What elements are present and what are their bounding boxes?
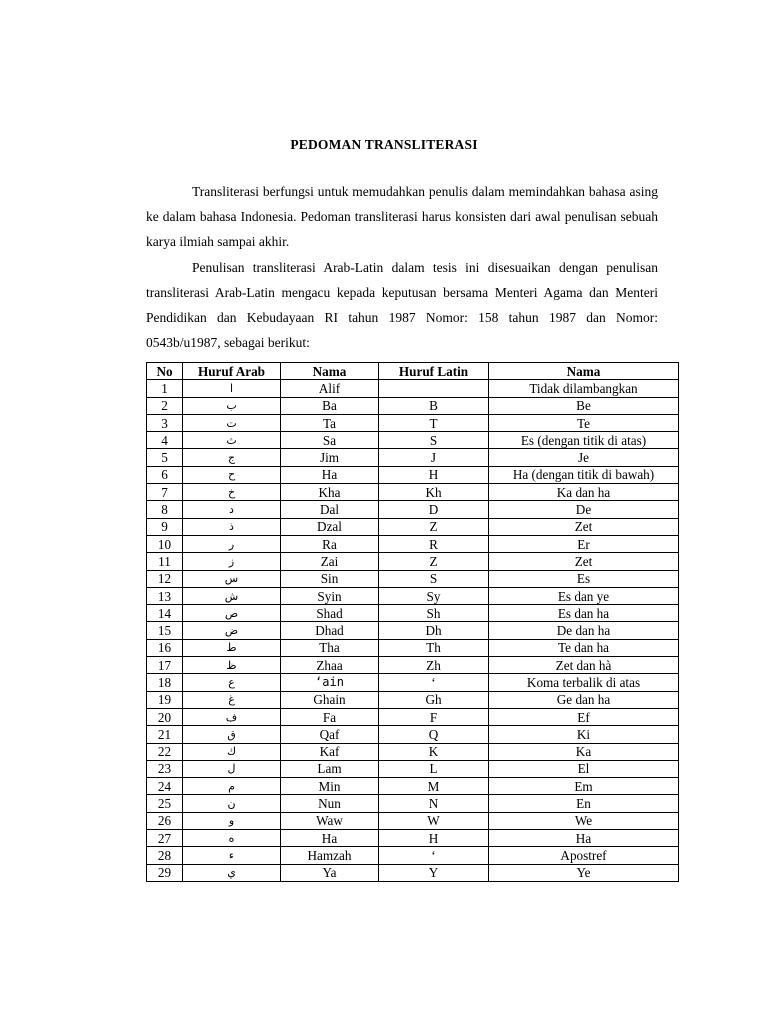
cell-huruf-latin: Sy [379, 587, 489, 604]
cell-nama: Hamzah [281, 847, 379, 864]
cell-huruf-arab: ق [183, 726, 281, 743]
cell-nama: Alif [281, 380, 379, 397]
cell-no: 23 [147, 760, 183, 777]
header-nama: Nama [281, 363, 379, 380]
body-text [146, 179, 658, 355]
cell-huruf-latin [379, 380, 489, 397]
table-row [147, 432, 679, 449]
cell-huruf-arab: ظ [183, 657, 281, 674]
cell-huruf-latin: L [379, 760, 489, 777]
cell-huruf-latin: Th [379, 639, 489, 656]
table-row [147, 414, 679, 431]
cell-nama: Syin [281, 587, 379, 604]
cell-huruf-arab: ث [183, 432, 281, 449]
cell-no: 19 [147, 691, 183, 708]
cell-nama-latin: Er [489, 535, 679, 552]
cell-nama-latin: Zet dan hà [489, 657, 679, 674]
cell-nama-latin: Tidak dilambangkan [489, 380, 679, 397]
cell-nama: Zhaa [281, 657, 379, 674]
cell-no: 9 [147, 518, 183, 535]
cell-no: 7 [147, 484, 183, 501]
table-row [147, 726, 679, 743]
cell-no: 11 [147, 553, 183, 570]
cell-huruf-arab: ي [183, 864, 281, 881]
cell-nama: Kha [281, 484, 379, 501]
cell-nama: Ghain [281, 691, 379, 708]
cell-no: 10 [147, 535, 183, 552]
cell-no: 15 [147, 622, 183, 639]
table-row [147, 778, 679, 795]
table-body [147, 380, 679, 882]
cell-huruf-latin: ‘ [379, 847, 489, 864]
cell-nama-latin: Te dan ha [489, 639, 679, 656]
cell-huruf-arab: ط [183, 639, 281, 656]
cell-no: 27 [147, 830, 183, 847]
cell-huruf-latin: ‘ [379, 674, 489, 691]
cell-nama: Sa [281, 432, 379, 449]
cell-huruf-latin: F [379, 708, 489, 725]
cell-huruf-latin: H [379, 830, 489, 847]
table-row [147, 466, 679, 483]
cell-nama: Nun [281, 795, 379, 812]
cell-huruf-latin: S [379, 570, 489, 587]
cell-huruf-arab: ز [183, 553, 281, 570]
cell-huruf-latin: R [379, 535, 489, 552]
cell-no: 21 [147, 726, 183, 743]
cell-nama: Zai [281, 553, 379, 570]
table-row [147, 622, 679, 639]
cell-huruf-latin: H [379, 466, 489, 483]
cell-huruf-arab: س [183, 570, 281, 587]
cell-no: 3 [147, 414, 183, 431]
cell-huruf-arab: ب [183, 397, 281, 414]
table-row [147, 864, 679, 881]
cell-huruf-arab: ش [183, 587, 281, 604]
cell-huruf-latin: K [379, 743, 489, 760]
cell-nama-latin: Te [489, 414, 679, 431]
cell-huruf-latin: W [379, 812, 489, 829]
cell-nama-latin: Ha [489, 830, 679, 847]
cell-no: 17 [147, 657, 183, 674]
cell-huruf-latin: J [379, 449, 489, 466]
cell-huruf-arab: ت [183, 414, 281, 431]
cell-no: 18 [147, 674, 183, 691]
header-huruf-arab: Huruf Arab [183, 363, 281, 380]
cell-nama: Qaf [281, 726, 379, 743]
cell-nama: Ra [281, 535, 379, 552]
cell-huruf-latin: Q [379, 726, 489, 743]
table-row [147, 760, 679, 777]
table-row [147, 501, 679, 518]
cell-no: 14 [147, 605, 183, 622]
cell-nama: Ta [281, 414, 379, 431]
cell-no: 25 [147, 795, 183, 812]
cell-huruf-arab: ف [183, 708, 281, 725]
header-huruf-latin: Huruf Latin [379, 363, 489, 380]
cell-huruf-arab: ك [183, 743, 281, 760]
cell-nama-latin: Ka dan ha [489, 484, 679, 501]
cell-huruf-arab: خ [183, 484, 281, 501]
table-row [147, 380, 679, 397]
cell-huruf-arab: ج [183, 449, 281, 466]
cell-huruf-arab: ع [183, 674, 281, 691]
cell-nama-latin: Zet [489, 553, 679, 570]
table-row [147, 518, 679, 535]
cell-nama-latin: Ha (dengan titik di bawah) [489, 466, 679, 483]
cell-nama: Dal [281, 501, 379, 518]
cell-huruf-latin: Kh [379, 484, 489, 501]
cell-huruf-latin: Y [379, 864, 489, 881]
cell-huruf-arab: م [183, 778, 281, 795]
cell-nama-latin: Ef [489, 708, 679, 725]
cell-nama-latin: We [489, 812, 679, 829]
cell-nama: Dhad [281, 622, 379, 639]
cell-nama-latin: Es dan ye [489, 587, 679, 604]
cell-huruf-arab: غ [183, 691, 281, 708]
cell-huruf-arab: د [183, 501, 281, 518]
cell-huruf-arab: ل [183, 760, 281, 777]
cell-nama-latin: Em [489, 778, 679, 795]
cell-no: 4 [147, 432, 183, 449]
cell-nama-latin: Apostref [489, 847, 679, 864]
cell-huruf-latin: Dh [379, 622, 489, 639]
cell-huruf-arab: ر [183, 535, 281, 552]
cell-nama-latin: De [489, 501, 679, 518]
cell-nama-latin: Es [489, 570, 679, 587]
cell-huruf-arab: ذ [183, 518, 281, 535]
table-row [147, 743, 679, 760]
cell-huruf-latin: Z [379, 518, 489, 535]
cell-huruf-latin: Zh [379, 657, 489, 674]
cell-huruf-latin: Z [379, 553, 489, 570]
cell-nama: Jim [281, 449, 379, 466]
cell-huruf-latin: D [379, 501, 489, 518]
cell-no: 29 [147, 864, 183, 881]
cell-nama-latin: El [489, 760, 679, 777]
cell-huruf-arab: ء [183, 847, 281, 864]
cell-huruf-arab: ا [183, 380, 281, 397]
cell-huruf-latin: M [379, 778, 489, 795]
cell-huruf-arab: ه [183, 830, 281, 847]
table-row [147, 795, 679, 812]
cell-no: 26 [147, 812, 183, 829]
cell-huruf-latin: B [379, 397, 489, 414]
table-row [147, 691, 679, 708]
cell-nama-latin: Koma terbalik di atas [489, 674, 679, 691]
cell-nama-latin: Zet [489, 518, 679, 535]
cell-huruf-arab: ن [183, 795, 281, 812]
header-nama-latin: Nama [489, 363, 679, 380]
table-row [147, 657, 679, 674]
cell-nama-latin: Es dan ha [489, 605, 679, 622]
table-row [147, 570, 679, 587]
table-row [147, 484, 679, 501]
transliteration-table [146, 362, 679, 882]
cell-huruf-latin: Sh [379, 605, 489, 622]
cell-nama-latin: De dan ha [489, 622, 679, 639]
table-row [147, 708, 679, 725]
cell-nama: Lam [281, 760, 379, 777]
table-row [147, 535, 679, 552]
cell-huruf-latin: T [379, 414, 489, 431]
table-row [147, 830, 679, 847]
cell-huruf-arab: و [183, 812, 281, 829]
cell-nama: Dzal [281, 518, 379, 535]
cell-nama: Kaf [281, 743, 379, 760]
cell-no: 13 [147, 587, 183, 604]
cell-huruf-arab: ص [183, 605, 281, 622]
table-header-row [147, 363, 679, 380]
cell-nama: Fa [281, 708, 379, 725]
cell-no: 20 [147, 708, 183, 725]
table-row [147, 847, 679, 864]
cell-huruf-arab: ح [183, 466, 281, 483]
cell-huruf-arab: ض [183, 622, 281, 639]
cell-nama: Ha [281, 466, 379, 483]
cell-nama: Ha [281, 830, 379, 847]
cell-no: 5 [147, 449, 183, 466]
table-row [147, 639, 679, 656]
cell-huruf-latin: Gh [379, 691, 489, 708]
cell-nama-latin: Ki [489, 726, 679, 743]
cell-no: 2 [147, 397, 183, 414]
cell-nama: Waw [281, 812, 379, 829]
cell-nama-latin: Je [489, 449, 679, 466]
cell-nama: Shad [281, 605, 379, 622]
cell-nama-latin: Ka [489, 743, 679, 760]
table-row [147, 397, 679, 414]
cell-nama: ‘ain [281, 674, 379, 691]
table-row [147, 605, 679, 622]
table-row [147, 553, 679, 570]
header-no: No [147, 363, 183, 380]
cell-nama-latin: Be [489, 397, 679, 414]
table-row [147, 812, 679, 829]
cell-nama: Ba [281, 397, 379, 414]
cell-no: 24 [147, 778, 183, 795]
cell-no: 6 [147, 466, 183, 483]
cell-nama-latin: Ge dan ha [489, 691, 679, 708]
cell-nama: Ya [281, 864, 379, 881]
paragraph-intro: Transliterasi berfungsi untuk memudahkan penulis dalam memindahkan bahasa asing ke dalam bahasa Indonesia. Pedoman transliterasi harus konsisten dari awal penulisan sebuah karya ilmiah sampai akhir. [146, 184, 658, 250]
cell-no: 22 [147, 743, 183, 760]
cell-nama: Min [281, 778, 379, 795]
cell-nama-latin: En [489, 795, 679, 812]
paragraph-method: Penulisan transliterasi Arab-Latin dalam tesis ini disesuaikan dengan penulisan transliterasi Arab-Latin mengacu kepada keputusan bersama Menteri Agama dan Menteri Pendidikan dan Kebudayaan RI tahun 1987 Nomor: 158 tahun 1987 dan Nomor: 0543b/u1987, sebagai berikut: [146, 259, 658, 351]
cell-no: 28 [147, 847, 183, 864]
cell-no: 8 [147, 501, 183, 518]
cell-nama: Sin [281, 570, 379, 587]
table-row [147, 449, 679, 466]
cell-no: 12 [147, 570, 183, 587]
cell-nama: Tha [281, 639, 379, 656]
cell-huruf-latin: S [379, 432, 489, 449]
cell-nama-latin: Es (dengan titik di atas) [489, 432, 679, 449]
cell-no: 1 [147, 380, 183, 397]
cell-huruf-latin: N [379, 795, 489, 812]
cell-nama-latin: Ye [489, 864, 679, 881]
page-title: PEDOMAN TRANSLITERASI [290, 137, 478, 152]
table-row [147, 674, 679, 691]
cell-no: 16 [147, 639, 183, 656]
table-row [147, 587, 679, 604]
